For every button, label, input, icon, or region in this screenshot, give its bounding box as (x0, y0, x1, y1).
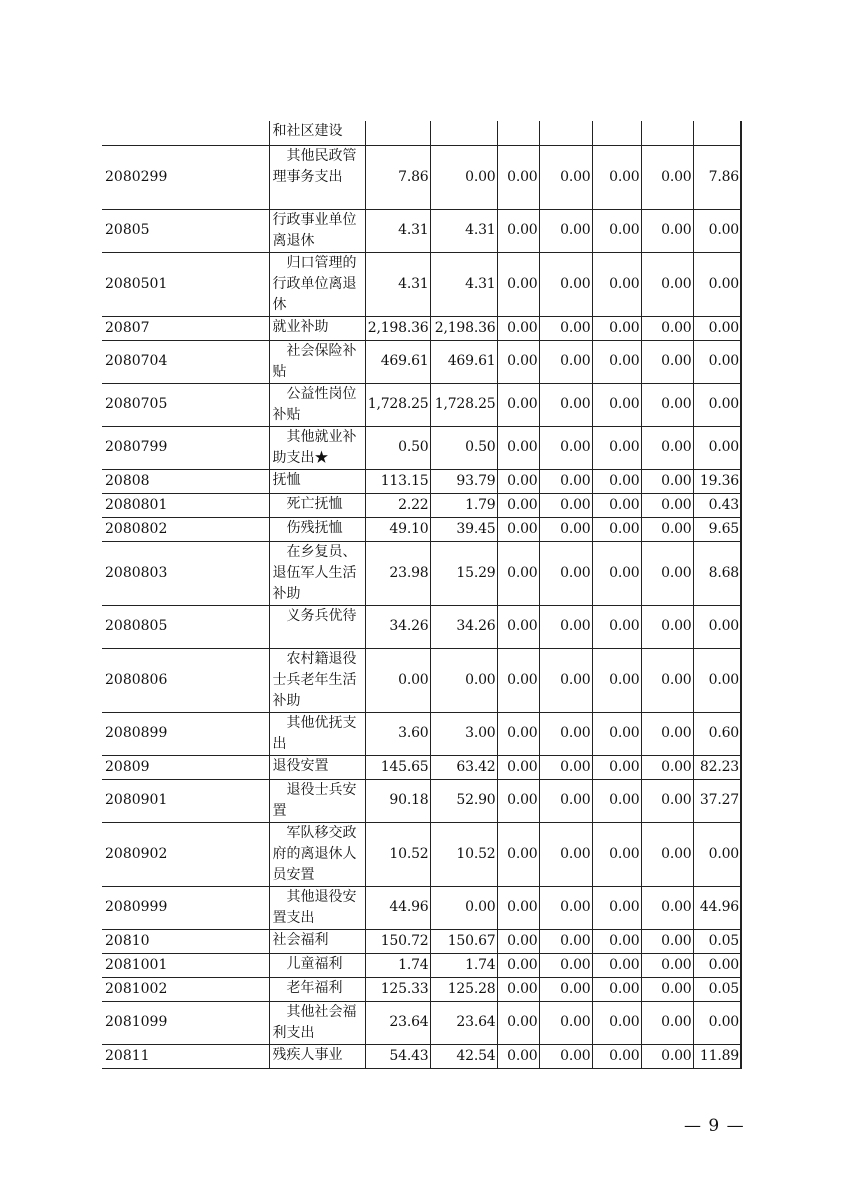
amount-cell-col1: 44.96 (365, 886, 430, 929)
table-row (102, 541, 741, 605)
amount-cell-col4: 0.00 (539, 977, 592, 1001)
amount-cell-col1: 54.43 (365, 1044, 430, 1068)
amount-cell-col1: 150.72 (365, 929, 430, 953)
table-row (102, 1001, 741, 1044)
subject-name: 社会福利 (269, 929, 365, 953)
amount-cell-col7: 0.00 (693, 822, 741, 886)
amount-cell-col5: 0.00 (592, 340, 641, 383)
amount-cell-col3 (497, 121, 539, 145)
amount-cell-col6: 0.00 (641, 886, 693, 929)
subject-name: 其他社会福利支出 (269, 1001, 365, 1044)
table-row (102, 469, 741, 493)
amount-cell-col1: 3.60 (365, 712, 430, 755)
amount-cell-col5: 0.00 (592, 755, 641, 779)
subject-code: 2081001 (102, 953, 269, 977)
amount-cell-col3: 0.00 (497, 541, 539, 605)
table-row (102, 977, 741, 1001)
amount-cell-col6: 0.00 (641, 1001, 693, 1044)
amount-cell-col5: 0.00 (592, 779, 641, 822)
amount-cell-col6: 0.00 (641, 541, 693, 605)
subject-code: 2080704 (102, 340, 269, 383)
amount-cell-col6: 0.00 (641, 712, 693, 755)
amount-cell-col7: 0.60 (693, 712, 741, 755)
amount-cell-col1: 145.65 (365, 755, 430, 779)
amount-cell-col1: 4.31 (365, 209, 430, 252)
amount-cell-col4: 0.00 (539, 145, 592, 209)
amount-cell-col3: 0.00 (497, 145, 539, 209)
subject-name: 伤残抚恤 (269, 517, 365, 541)
amount-cell-col6: 0.00 (641, 755, 693, 779)
subject-code: 20811 (102, 1044, 269, 1068)
subject-code: 2081099 (102, 1001, 269, 1044)
amount-cell-col5: 0.00 (592, 209, 641, 252)
amount-cell-col5: 0.00 (592, 252, 641, 316)
amount-cell-col4: 0.00 (539, 340, 592, 383)
amount-cell-col1: 23.98 (365, 541, 430, 605)
subject-name: 老年福利 (269, 977, 365, 1001)
amount-cell-col5: 0.00 (592, 383, 641, 426)
table-row (102, 426, 741, 469)
amount-cell-col3: 0.00 (497, 822, 539, 886)
table-row (102, 929, 741, 953)
subject-code: 2080806 (102, 648, 269, 712)
amount-cell-col2: 3.00 (430, 712, 497, 755)
amount-cell-col6: 0.00 (641, 1044, 693, 1068)
amount-cell-col4: 0.00 (539, 383, 592, 426)
subject-name: 归口管理的行政单位离退休 (269, 252, 365, 316)
amount-cell-col3: 0.00 (497, 755, 539, 779)
amount-cell-col6: 0.00 (641, 953, 693, 977)
amount-cell-col1: 1,728.25 (365, 383, 430, 426)
amount-cell-col1: 90.18 (365, 779, 430, 822)
amount-cell-col2: 4.31 (430, 209, 497, 252)
subject-code: 2080902 (102, 822, 269, 886)
subject-code: 2080799 (102, 426, 269, 469)
table-row (102, 953, 741, 977)
amount-cell-col6: 0.00 (641, 929, 693, 953)
amount-cell-col3: 0.00 (497, 209, 539, 252)
subject-code: 2080999 (102, 886, 269, 929)
amount-cell-col7: 0.00 (693, 383, 741, 426)
subject-name: 其他就业补助支出★ (269, 426, 365, 469)
subject-code: 2080299 (102, 145, 269, 209)
amount-cell-col6: 0.00 (641, 145, 693, 209)
subject-name: 义务兵优待 (269, 605, 365, 648)
amount-cell-col4: 0.00 (539, 1001, 592, 1044)
amount-cell-col6: 0.00 (641, 316, 693, 340)
subject-name: 农村籍退役士兵老年生活补助 (269, 648, 365, 712)
amount-cell-col1: 113.15 (365, 469, 430, 493)
amount-cell-col4: 0.00 (539, 541, 592, 605)
amount-cell-col1: 23.64 (365, 1001, 430, 1044)
subject-name: 军队移交政府的离退休人员安置 (269, 822, 365, 886)
amount-cell-col4: 0.00 (539, 209, 592, 252)
amount-cell-col5: 0.00 (592, 977, 641, 1001)
amount-cell-col6: 0.00 (641, 779, 693, 822)
amount-cell-col7: 82.23 (693, 755, 741, 779)
amount-cell-col3: 0.00 (497, 779, 539, 822)
amount-cell-col4: 0.00 (539, 252, 592, 316)
amount-cell-col5: 0.00 (592, 1044, 641, 1068)
amount-cell-col3: 0.00 (497, 886, 539, 929)
amount-cell-col6: 0.00 (641, 469, 693, 493)
amount-cell-col2: 0.00 (430, 145, 497, 209)
amount-cell-col3: 0.00 (497, 648, 539, 712)
amount-cell-col7: 37.27 (693, 779, 741, 822)
amount-cell-col3: 0.00 (497, 493, 539, 517)
amount-cell-col3: 0.00 (497, 426, 539, 469)
amount-cell-col4: 0.00 (539, 517, 592, 541)
amount-cell-col1: 1.74 (365, 953, 430, 977)
subject-code: 2080901 (102, 779, 269, 822)
amount-cell-col3: 0.00 (497, 929, 539, 953)
amount-cell-col4: 0.00 (539, 605, 592, 648)
subject-code: 20808 (102, 469, 269, 493)
amount-cell-col1: 2.22 (365, 493, 430, 517)
amount-cell-col2: 1.79 (430, 493, 497, 517)
amount-cell-col5: 0.00 (592, 145, 641, 209)
amount-cell-col2: 15.29 (430, 541, 497, 605)
subject-code: 20809 (102, 755, 269, 779)
amount-cell-col5: 0.00 (592, 953, 641, 977)
subject-name: 退役安置 (269, 755, 365, 779)
table-row (102, 822, 741, 886)
subject-code: 20805 (102, 209, 269, 252)
subject-name: 残疾人事业 (269, 1044, 365, 1068)
amount-cell-col7: 0.00 (693, 209, 741, 252)
subject-name: 退役士兵安置 (269, 779, 365, 822)
amount-cell-col6: 0.00 (641, 252, 693, 316)
amount-cell-col7: 0.00 (693, 648, 741, 712)
amount-cell-col7: 0.00 (693, 340, 741, 383)
table-row (102, 316, 741, 340)
amount-cell-col5: 0.00 (592, 316, 641, 340)
amount-cell-col6: 0.00 (641, 383, 693, 426)
amount-cell-col4: 0.00 (539, 929, 592, 953)
amount-cell-col1: 469.61 (365, 340, 430, 383)
subject-code: 2080803 (102, 541, 269, 605)
amount-cell-col6: 0.00 (641, 648, 693, 712)
amount-cell-col3: 0.00 (497, 1001, 539, 1044)
amount-cell-col6 (641, 121, 693, 145)
amount-cell-col4: 0.00 (539, 1044, 592, 1068)
amount-cell-col7: 0.00 (693, 605, 741, 648)
amount-cell-col7: 0.00 (693, 1001, 741, 1044)
amount-cell-col1: 7.86 (365, 145, 430, 209)
table-row (102, 605, 741, 648)
table-row (102, 493, 741, 517)
amount-cell-col3: 0.00 (497, 383, 539, 426)
amount-cell-col6: 0.00 (641, 977, 693, 1001)
table-row (102, 1044, 741, 1068)
amount-cell-col5 (592, 121, 641, 145)
amount-cell-col7: 0.43 (693, 493, 741, 517)
amount-cell-col2: 0.00 (430, 648, 497, 712)
amount-cell-col5: 0.00 (592, 493, 641, 517)
amount-cell-col4: 0.00 (539, 493, 592, 517)
subject-name: 其他退役安置支出 (269, 886, 365, 929)
subject-code: 2080802 (102, 517, 269, 541)
amount-cell-col3: 0.00 (497, 977, 539, 1001)
amount-cell-col1: 125.33 (365, 977, 430, 1001)
table-row (102, 886, 741, 929)
amount-cell-col3: 0.00 (497, 605, 539, 648)
subject-name: 和社区建设 (269, 121, 365, 145)
subject-name: 就业补助 (269, 316, 365, 340)
amount-cell-col4: 0.00 (539, 316, 592, 340)
amount-cell-col5: 0.00 (592, 1001, 641, 1044)
amount-cell-col7: 0.00 (693, 252, 741, 316)
amount-cell-col2: 0.50 (430, 426, 497, 469)
amount-cell-col2: 39.45 (430, 517, 497, 541)
amount-cell-col1: 0.00 (365, 648, 430, 712)
amount-cell-col7: 11.89 (693, 1044, 741, 1068)
table-row (102, 779, 741, 822)
amount-cell-col5: 0.00 (592, 648, 641, 712)
amount-cell-col2 (430, 121, 497, 145)
amount-cell-col4: 0.00 (539, 755, 592, 779)
amount-cell-col6: 0.00 (641, 209, 693, 252)
amount-cell-col2: 52.90 (430, 779, 497, 822)
subject-name: 在乡复员、退伍军人生活补助 (269, 541, 365, 605)
amount-cell-col2: 469.61 (430, 340, 497, 383)
amount-cell-col5: 0.00 (592, 712, 641, 755)
amount-cell-col4: 0.00 (539, 469, 592, 493)
amount-cell-col2: 42.54 (430, 1044, 497, 1068)
subject-code: 2081002 (102, 977, 269, 1001)
table-row (102, 209, 741, 252)
subject-code: 2080899 (102, 712, 269, 755)
amount-cell-col7: 0.05 (693, 929, 741, 953)
subject-code: 20807 (102, 316, 269, 340)
amount-cell-col6: 0.00 (641, 517, 693, 541)
table-row (102, 383, 741, 426)
table-row (102, 145, 741, 209)
table-row (102, 648, 741, 712)
amount-cell-col5: 0.00 (592, 426, 641, 469)
amount-cell-col7: 0.00 (693, 953, 741, 977)
subject-name: 公益性岗位补贴 (269, 383, 365, 426)
amount-cell-col2: 1.74 (430, 953, 497, 977)
table-row (102, 517, 741, 541)
amount-cell-col4: 0.00 (539, 712, 592, 755)
amount-cell-col6: 0.00 (641, 822, 693, 886)
subject-code (102, 121, 269, 145)
subject-code: 2080705 (102, 383, 269, 426)
table-row (102, 340, 741, 383)
amount-cell-col3: 0.00 (497, 316, 539, 340)
amount-cell-col2: 2,198.36 (430, 316, 497, 340)
amount-cell-col3: 0.00 (497, 469, 539, 493)
amount-cell-col1: 0.50 (365, 426, 430, 469)
amount-cell-col6: 0.00 (641, 493, 693, 517)
table-row (102, 121, 741, 145)
amount-cell-col6: 0.00 (641, 426, 693, 469)
amount-cell-col7: 8.68 (693, 541, 741, 605)
amount-cell-col7 (693, 121, 741, 145)
subject-code: 2080501 (102, 252, 269, 316)
amount-cell-col6: 0.00 (641, 340, 693, 383)
amount-cell-col3: 0.00 (497, 517, 539, 541)
amount-cell-col7: 0.05 (693, 977, 741, 1001)
amount-cell-col4 (539, 121, 592, 145)
amount-cell-col4: 0.00 (539, 886, 592, 929)
amount-cell-col2: 34.26 (430, 605, 497, 648)
table-row (102, 252, 741, 316)
amount-cell-col2: 4.31 (430, 252, 497, 316)
amount-cell-col2: 1,728.25 (430, 383, 497, 426)
table-row (102, 712, 741, 755)
subject-name: 死亡抚恤 (269, 493, 365, 517)
amount-cell-col7: 44.96 (693, 886, 741, 929)
amount-cell-col3: 0.00 (497, 340, 539, 383)
amount-cell-col6: 0.00 (641, 605, 693, 648)
subject-name: 抚恤 (269, 469, 365, 493)
amount-cell-col5: 0.00 (592, 469, 641, 493)
amount-cell-col7: 19.36 (693, 469, 741, 493)
amount-cell-col2: 93.79 (430, 469, 497, 493)
subject-code: 2080801 (102, 493, 269, 517)
amount-cell-col1: 49.10 (365, 517, 430, 541)
amount-cell-col3: 0.00 (497, 712, 539, 755)
amount-cell-col4: 0.00 (539, 648, 592, 712)
amount-cell-col4: 0.00 (539, 822, 592, 886)
amount-cell-col7: 0.00 (693, 316, 741, 340)
amount-cell-col7: 9.65 (693, 517, 741, 541)
subject-name: 其他优抚支出 (269, 712, 365, 755)
amount-cell-col2: 10.52 (430, 822, 497, 886)
amount-cell-col4: 0.00 (539, 953, 592, 977)
amount-cell-col5: 0.00 (592, 929, 641, 953)
amount-cell-col2: 63.42 (430, 755, 497, 779)
subject-name: 行政事业单位离退休 (269, 209, 365, 252)
amount-cell-col5: 0.00 (592, 605, 641, 648)
amount-cell-col1 (365, 121, 430, 145)
amount-cell-col5: 0.00 (592, 822, 641, 886)
subject-name: 社会保险补贴 (269, 340, 365, 383)
budget-table (102, 121, 742, 1069)
amount-cell-col2: 0.00 (430, 886, 497, 929)
amount-cell-col7: 7.86 (693, 145, 741, 209)
amount-cell-col7: 0.00 (693, 426, 741, 469)
table-row (102, 755, 741, 779)
amount-cell-col2: 23.64 (430, 1001, 497, 1044)
amount-cell-col5: 0.00 (592, 886, 641, 929)
amount-cell-col2: 150.67 (430, 929, 497, 953)
amount-cell-col1: 2,198.36 (365, 316, 430, 340)
amount-cell-col3: 0.00 (497, 953, 539, 977)
subject-code: 2080805 (102, 605, 269, 648)
amount-cell-col1: 34.26 (365, 605, 430, 648)
amount-cell-col5: 0.00 (592, 517, 641, 541)
amount-cell-col4: 0.00 (539, 779, 592, 822)
amount-cell-col3: 0.00 (497, 1044, 539, 1068)
subject-name: 其他民政管理事务支出 (269, 145, 365, 209)
subject-code: 20810 (102, 929, 269, 953)
amount-cell-col5: 0.00 (592, 541, 641, 605)
amount-cell-col4: 0.00 (539, 426, 592, 469)
page-number: — 9 — (684, 1116, 745, 1136)
amount-cell-col1: 10.52 (365, 822, 430, 886)
amount-cell-col3: 0.00 (497, 252, 539, 316)
amount-cell-col2: 125.28 (430, 977, 497, 1001)
amount-cell-col1: 4.31 (365, 252, 430, 316)
subject-name: 儿童福利 (269, 953, 365, 977)
